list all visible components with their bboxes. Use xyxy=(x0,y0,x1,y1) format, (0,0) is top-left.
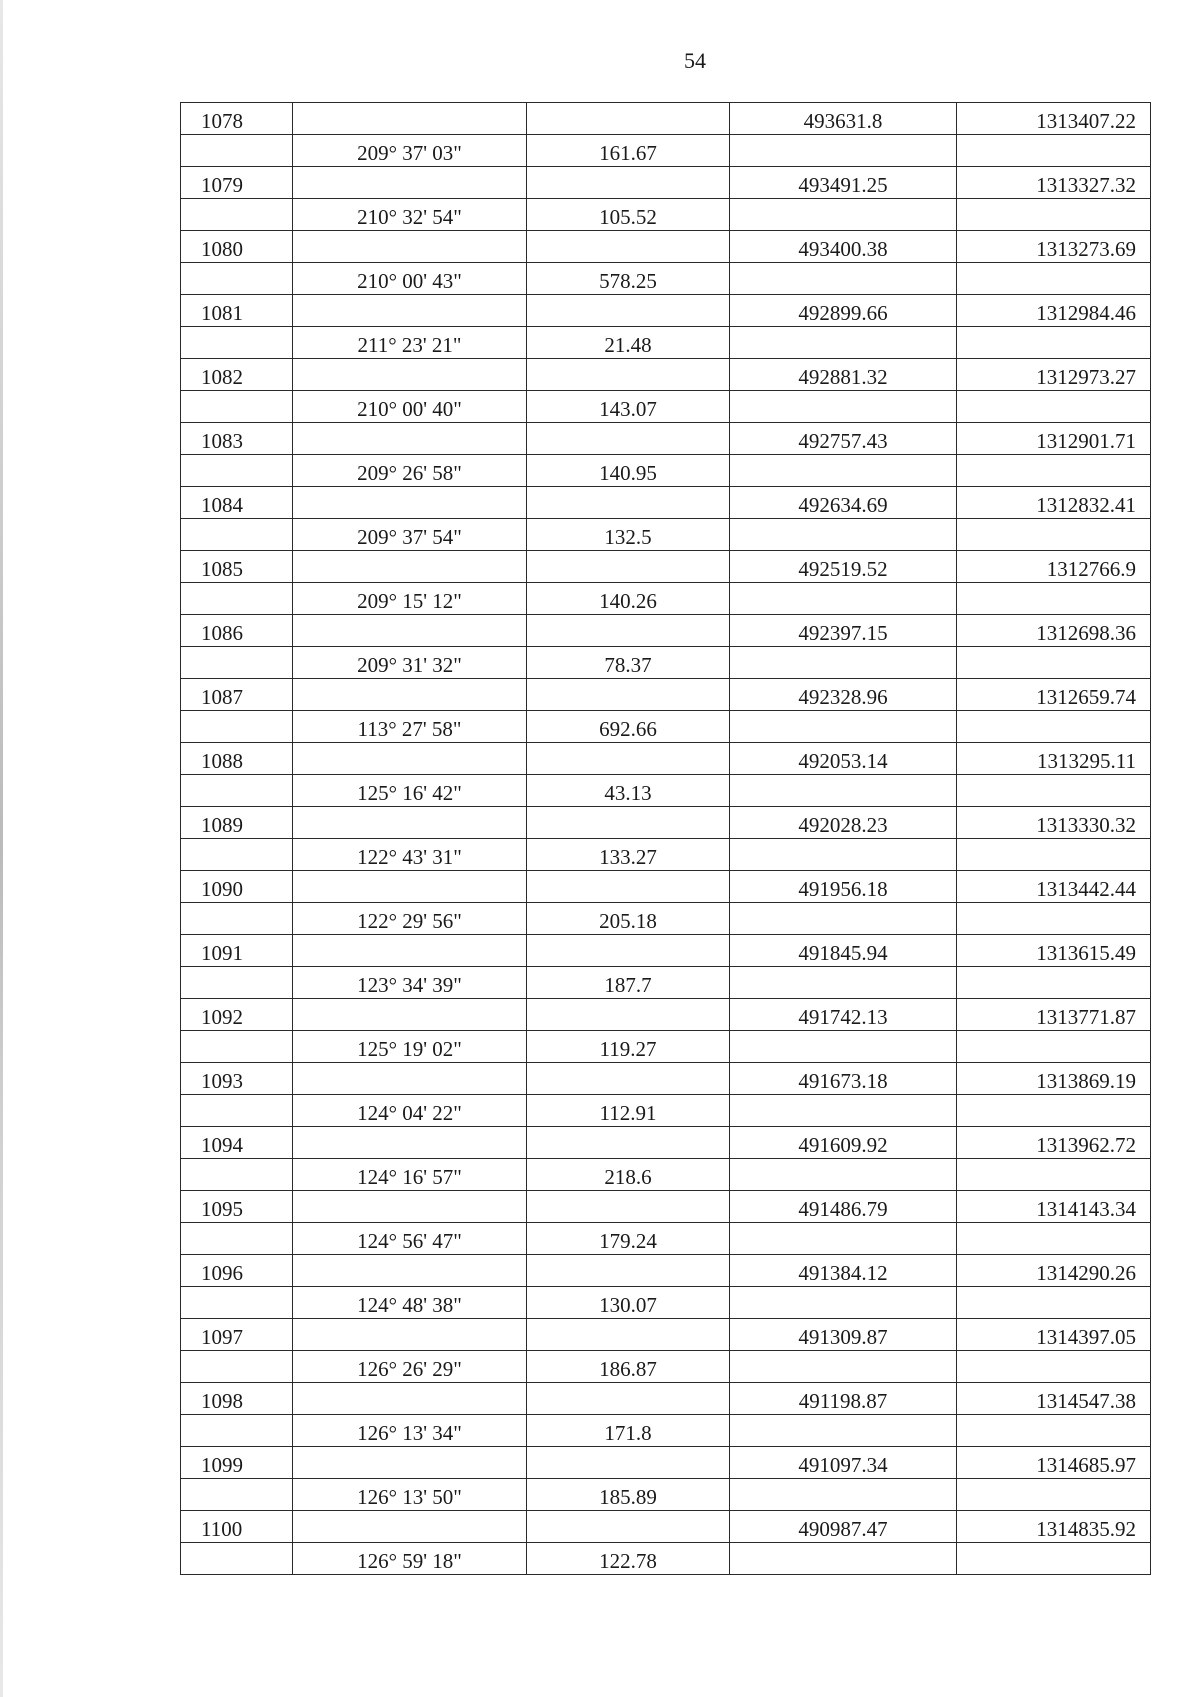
easting-empty xyxy=(730,711,957,743)
easting: 491198.87 xyxy=(730,1383,957,1415)
bearing: 209° 37' 54" xyxy=(293,519,527,551)
easting: 492899.66 xyxy=(730,295,957,327)
point-empty xyxy=(181,1095,293,1127)
bearing-empty xyxy=(293,1063,527,1095)
point-empty xyxy=(181,647,293,679)
northing: 1313962.72 xyxy=(957,1127,1151,1159)
easting: 491742.13 xyxy=(730,999,957,1031)
easting: 491486.79 xyxy=(730,1191,957,1223)
point-empty xyxy=(181,967,293,999)
northing-empty xyxy=(957,263,1151,295)
bearing: 125° 19' 02" xyxy=(293,1031,527,1063)
distance-empty xyxy=(527,103,730,135)
northing-empty xyxy=(957,1287,1151,1319)
northing-empty xyxy=(957,455,1151,487)
northing-empty xyxy=(957,1351,1151,1383)
easting-empty xyxy=(730,327,957,359)
easting-empty xyxy=(730,135,957,167)
distance: 143.07 xyxy=(527,391,730,423)
easting-empty xyxy=(730,839,957,871)
distance: 692.66 xyxy=(527,711,730,743)
bearing-empty xyxy=(293,999,527,1031)
northing-empty xyxy=(957,839,1151,871)
leg-row xyxy=(181,775,1151,807)
scan-margin-streak xyxy=(0,0,3,1697)
bearing: 126° 59' 18" xyxy=(293,1543,527,1575)
northing: 1314547.38 xyxy=(957,1383,1151,1415)
leg-row xyxy=(181,711,1151,743)
easting: 492328.96 xyxy=(730,679,957,711)
bearing-empty xyxy=(293,1511,527,1543)
traverse-table xyxy=(180,102,1151,1575)
point-id: 1079 xyxy=(181,167,293,199)
point-empty xyxy=(181,1223,293,1255)
point-row xyxy=(181,743,1151,775)
point-row xyxy=(181,999,1151,1031)
leg-row xyxy=(181,327,1151,359)
bearing: 210° 32' 54" xyxy=(293,199,527,231)
leg-row xyxy=(181,1095,1151,1127)
northing-empty xyxy=(957,1223,1151,1255)
bearing: 124° 16' 57" xyxy=(293,1159,527,1191)
point-row xyxy=(181,551,1151,583)
northing-empty xyxy=(957,711,1151,743)
point-row xyxy=(181,935,1151,967)
leg-row xyxy=(181,1031,1151,1063)
easting: 492881.32 xyxy=(730,359,957,391)
distance-empty xyxy=(527,1447,730,1479)
easting-empty xyxy=(730,775,957,807)
bearing-empty xyxy=(293,167,527,199)
easting: 492053.14 xyxy=(730,743,957,775)
point-empty xyxy=(181,775,293,807)
distance: 186.87 xyxy=(527,1351,730,1383)
distance-empty xyxy=(527,1511,730,1543)
bearing-empty xyxy=(293,551,527,583)
point-empty xyxy=(181,1287,293,1319)
easting: 491309.87 xyxy=(730,1319,957,1351)
point-id: 1090 xyxy=(181,871,293,903)
easting-empty xyxy=(730,1351,957,1383)
northing: 1313869.19 xyxy=(957,1063,1151,1095)
distance-empty xyxy=(527,1127,730,1159)
distance-empty xyxy=(527,359,730,391)
point-row xyxy=(181,1383,1151,1415)
bearing: 210° 00' 40" xyxy=(293,391,527,423)
bearing: 209° 15' 12" xyxy=(293,583,527,615)
easting-empty xyxy=(730,1223,957,1255)
easting: 492519.52 xyxy=(730,551,957,583)
bearing: 122° 29' 56" xyxy=(293,903,527,935)
point-row xyxy=(181,231,1151,263)
point-empty xyxy=(181,455,293,487)
easting-empty xyxy=(730,1543,957,1575)
leg-row xyxy=(181,135,1151,167)
northing-empty xyxy=(957,1095,1151,1127)
easting: 492028.23 xyxy=(730,807,957,839)
easting: 491673.18 xyxy=(730,1063,957,1095)
leg-row xyxy=(181,263,1151,295)
bearing: 209° 26' 58" xyxy=(293,455,527,487)
northing: 1312984.46 xyxy=(957,295,1151,327)
northing-empty xyxy=(957,1479,1151,1511)
distance: 205.18 xyxy=(527,903,730,935)
easting: 491384.12 xyxy=(730,1255,957,1287)
easting: 492757.43 xyxy=(730,423,957,455)
distance: 130.07 xyxy=(527,1287,730,1319)
bearing: 126° 13' 50" xyxy=(293,1479,527,1511)
point-id: 1085 xyxy=(181,551,293,583)
point-id: 1080 xyxy=(181,231,293,263)
distance: 140.95 xyxy=(527,455,730,487)
distance-empty xyxy=(527,167,730,199)
leg-row xyxy=(181,199,1151,231)
leg-row xyxy=(181,455,1151,487)
northing: 1314290.26 xyxy=(957,1255,1151,1287)
distance-empty xyxy=(527,1383,730,1415)
northing: 1313327.32 xyxy=(957,167,1151,199)
distance-empty xyxy=(527,679,730,711)
northing-empty xyxy=(957,1415,1151,1447)
bearing-empty xyxy=(293,1255,527,1287)
point-empty xyxy=(181,903,293,935)
easting: 491845.94 xyxy=(730,935,957,967)
northing-empty xyxy=(957,199,1151,231)
bearing-empty xyxy=(293,1447,527,1479)
distance: 179.24 xyxy=(527,1223,730,1255)
northing-empty xyxy=(957,135,1151,167)
bearing: 209° 37' 03" xyxy=(293,135,527,167)
northing-empty xyxy=(957,775,1151,807)
leg-row xyxy=(181,903,1151,935)
easting: 493631.8 xyxy=(730,103,957,135)
point-row xyxy=(181,871,1151,903)
easting: 492634.69 xyxy=(730,487,957,519)
northing: 1312901.71 xyxy=(957,423,1151,455)
leg-row xyxy=(181,1223,1151,1255)
point-empty xyxy=(181,199,293,231)
point-row xyxy=(181,1511,1151,1543)
point-empty xyxy=(181,391,293,423)
easting-empty xyxy=(730,391,957,423)
point-empty xyxy=(181,1415,293,1447)
northing: 1313407.22 xyxy=(957,103,1151,135)
point-id: 1100 xyxy=(181,1511,293,1543)
leg-row xyxy=(181,1287,1151,1319)
point-row xyxy=(181,807,1151,839)
distance-empty xyxy=(527,935,730,967)
leg-row xyxy=(181,1543,1151,1575)
distance: 161.67 xyxy=(527,135,730,167)
bearing-empty xyxy=(293,935,527,967)
point-id: 1084 xyxy=(181,487,293,519)
leg-row xyxy=(181,391,1151,423)
point-empty xyxy=(181,1543,293,1575)
bearing-empty xyxy=(293,871,527,903)
page-number: 54 xyxy=(684,48,706,73)
distance-empty xyxy=(527,295,730,327)
point-id: 1096 xyxy=(181,1255,293,1287)
point-row xyxy=(181,679,1151,711)
leg-row xyxy=(181,967,1151,999)
northing: 1314397.05 xyxy=(957,1319,1151,1351)
point-id: 1092 xyxy=(181,999,293,1031)
northing-empty xyxy=(957,1031,1151,1063)
easting-empty xyxy=(730,1095,957,1127)
point-id: 1099 xyxy=(181,1447,293,1479)
northing-empty xyxy=(957,1543,1151,1575)
northing-empty xyxy=(957,1159,1151,1191)
northing-empty xyxy=(957,903,1151,935)
point-id: 1094 xyxy=(181,1127,293,1159)
leg-row xyxy=(181,647,1151,679)
point-empty xyxy=(181,1351,293,1383)
easting-empty xyxy=(730,647,957,679)
bearing-empty xyxy=(293,1383,527,1415)
distance: 171.8 xyxy=(527,1415,730,1447)
northing: 1313615.49 xyxy=(957,935,1151,967)
bearing: 209° 31' 32" xyxy=(293,647,527,679)
distance-empty xyxy=(527,1255,730,1287)
point-row xyxy=(181,167,1151,199)
easting-empty xyxy=(730,455,957,487)
northing: 1312973.27 xyxy=(957,359,1151,391)
point-row xyxy=(181,359,1151,391)
leg-row xyxy=(181,1351,1151,1383)
distance: 185.89 xyxy=(527,1479,730,1511)
easting: 490987.47 xyxy=(730,1511,957,1543)
point-empty xyxy=(181,1031,293,1063)
bearing-empty xyxy=(293,487,527,519)
point-id: 1082 xyxy=(181,359,293,391)
easting-empty xyxy=(730,199,957,231)
distance: 578.25 xyxy=(527,263,730,295)
point-id: 1088 xyxy=(181,743,293,775)
point-row xyxy=(181,1127,1151,1159)
point-id: 1093 xyxy=(181,1063,293,1095)
northing: 1313442.44 xyxy=(957,871,1151,903)
bearing: 113° 27' 58" xyxy=(293,711,527,743)
point-id: 1086 xyxy=(181,615,293,647)
bearing: 211° 23' 21" xyxy=(293,327,527,359)
easting-empty xyxy=(730,263,957,295)
distance-empty xyxy=(527,551,730,583)
point-empty xyxy=(181,839,293,871)
bearing: 123° 34' 39" xyxy=(293,967,527,999)
northing-empty xyxy=(957,519,1151,551)
northing-empty xyxy=(957,391,1151,423)
distance-empty xyxy=(527,615,730,647)
bearing-empty xyxy=(293,359,527,391)
easting-empty xyxy=(730,519,957,551)
point-row xyxy=(181,1255,1151,1287)
northing: 1312698.36 xyxy=(957,615,1151,647)
point-row xyxy=(181,615,1151,647)
point-id: 1089 xyxy=(181,807,293,839)
bearing: 126° 13' 34" xyxy=(293,1415,527,1447)
distance: 140.26 xyxy=(527,583,730,615)
easting: 491609.92 xyxy=(730,1127,957,1159)
easting: 493491.25 xyxy=(730,167,957,199)
distance-empty xyxy=(527,871,730,903)
easting-empty xyxy=(730,1031,957,1063)
northing: 1314143.34 xyxy=(957,1191,1151,1223)
distance: 105.52 xyxy=(527,199,730,231)
bearing-empty xyxy=(293,423,527,455)
point-row xyxy=(181,487,1151,519)
easting: 491956.18 xyxy=(730,871,957,903)
bearing-empty xyxy=(293,1127,527,1159)
point-row xyxy=(181,295,1151,327)
bearing: 210° 00' 43" xyxy=(293,263,527,295)
point-row xyxy=(181,103,1151,135)
distance-empty xyxy=(527,487,730,519)
point-row xyxy=(181,1319,1151,1351)
point-id: 1081 xyxy=(181,295,293,327)
point-id: 1098 xyxy=(181,1383,293,1415)
point-empty xyxy=(181,519,293,551)
northing-empty xyxy=(957,583,1151,615)
bearing-empty xyxy=(293,679,527,711)
point-id: 1095 xyxy=(181,1191,293,1223)
northing: 1313273.69 xyxy=(957,231,1151,263)
point-id: 1083 xyxy=(181,423,293,455)
northing-empty xyxy=(957,967,1151,999)
bearing: 122° 43' 31" xyxy=(293,839,527,871)
easting: 493400.38 xyxy=(730,231,957,263)
distance: 122.78 xyxy=(527,1543,730,1575)
easting: 491097.34 xyxy=(730,1447,957,1479)
bearing: 124° 48' 38" xyxy=(293,1287,527,1319)
easting-empty xyxy=(730,1479,957,1511)
leg-row xyxy=(181,839,1151,871)
bearing-empty xyxy=(293,615,527,647)
leg-row xyxy=(181,1479,1151,1511)
point-id: 1097 xyxy=(181,1319,293,1351)
distance: 112.91 xyxy=(527,1095,730,1127)
point-id: 1078 xyxy=(181,103,293,135)
northing: 1312832.41 xyxy=(957,487,1151,519)
point-row xyxy=(181,1447,1151,1479)
northing: 1314685.97 xyxy=(957,1447,1151,1479)
easting-empty xyxy=(730,903,957,935)
bearing: 124° 04' 22" xyxy=(293,1095,527,1127)
point-empty xyxy=(181,327,293,359)
bearing: 126° 26' 29" xyxy=(293,1351,527,1383)
distance: 133.27 xyxy=(527,839,730,871)
easting-empty xyxy=(730,967,957,999)
easting-empty xyxy=(730,1159,957,1191)
northing: 1313330.32 xyxy=(957,807,1151,839)
distance: 119.27 xyxy=(527,1031,730,1063)
point-empty xyxy=(181,711,293,743)
distance: 187.7 xyxy=(527,967,730,999)
point-row xyxy=(181,1191,1151,1223)
northing: 1312766.9 xyxy=(957,551,1151,583)
northing-empty xyxy=(957,647,1151,679)
bearing-empty xyxy=(293,103,527,135)
distance-empty xyxy=(527,1063,730,1095)
northing: 1313295.11 xyxy=(957,743,1151,775)
leg-row xyxy=(181,1415,1151,1447)
point-id: 1091 xyxy=(181,935,293,967)
distance-empty xyxy=(527,231,730,263)
distance: 21.48 xyxy=(527,327,730,359)
easting-empty xyxy=(730,583,957,615)
bearing-empty xyxy=(293,231,527,263)
bearing-empty xyxy=(293,807,527,839)
point-row xyxy=(181,423,1151,455)
bearing-empty xyxy=(293,295,527,327)
bearing-empty xyxy=(293,1191,527,1223)
distance: 78.37 xyxy=(527,647,730,679)
northing: 1312659.74 xyxy=(957,679,1151,711)
easting-empty xyxy=(730,1287,957,1319)
distance-empty xyxy=(527,807,730,839)
distance-empty xyxy=(527,743,730,775)
bearing-empty xyxy=(293,1319,527,1351)
bearing: 125° 16' 42" xyxy=(293,775,527,807)
leg-row xyxy=(181,1159,1151,1191)
northing-empty xyxy=(957,327,1151,359)
distance-empty xyxy=(527,1191,730,1223)
easting-empty xyxy=(730,1415,957,1447)
point-row xyxy=(181,1063,1151,1095)
point-empty xyxy=(181,135,293,167)
bearing-empty xyxy=(293,743,527,775)
bearing: 124° 56' 47" xyxy=(293,1223,527,1255)
distance: 43.13 xyxy=(527,775,730,807)
leg-row xyxy=(181,583,1151,615)
distance-empty xyxy=(527,423,730,455)
point-empty xyxy=(181,1479,293,1511)
distance-empty xyxy=(527,999,730,1031)
northing: 1314835.92 xyxy=(957,1511,1151,1543)
leg-row xyxy=(181,519,1151,551)
distance: 218.6 xyxy=(527,1159,730,1191)
distance: 132.5 xyxy=(527,519,730,551)
traverse-table-body xyxy=(181,103,1151,1575)
northing: 1313771.87 xyxy=(957,999,1151,1031)
distance-empty xyxy=(527,1319,730,1351)
point-empty xyxy=(181,263,293,295)
easting: 492397.15 xyxy=(730,615,957,647)
point-empty xyxy=(181,583,293,615)
point-empty xyxy=(181,1159,293,1191)
point-id: 1087 xyxy=(181,679,293,711)
